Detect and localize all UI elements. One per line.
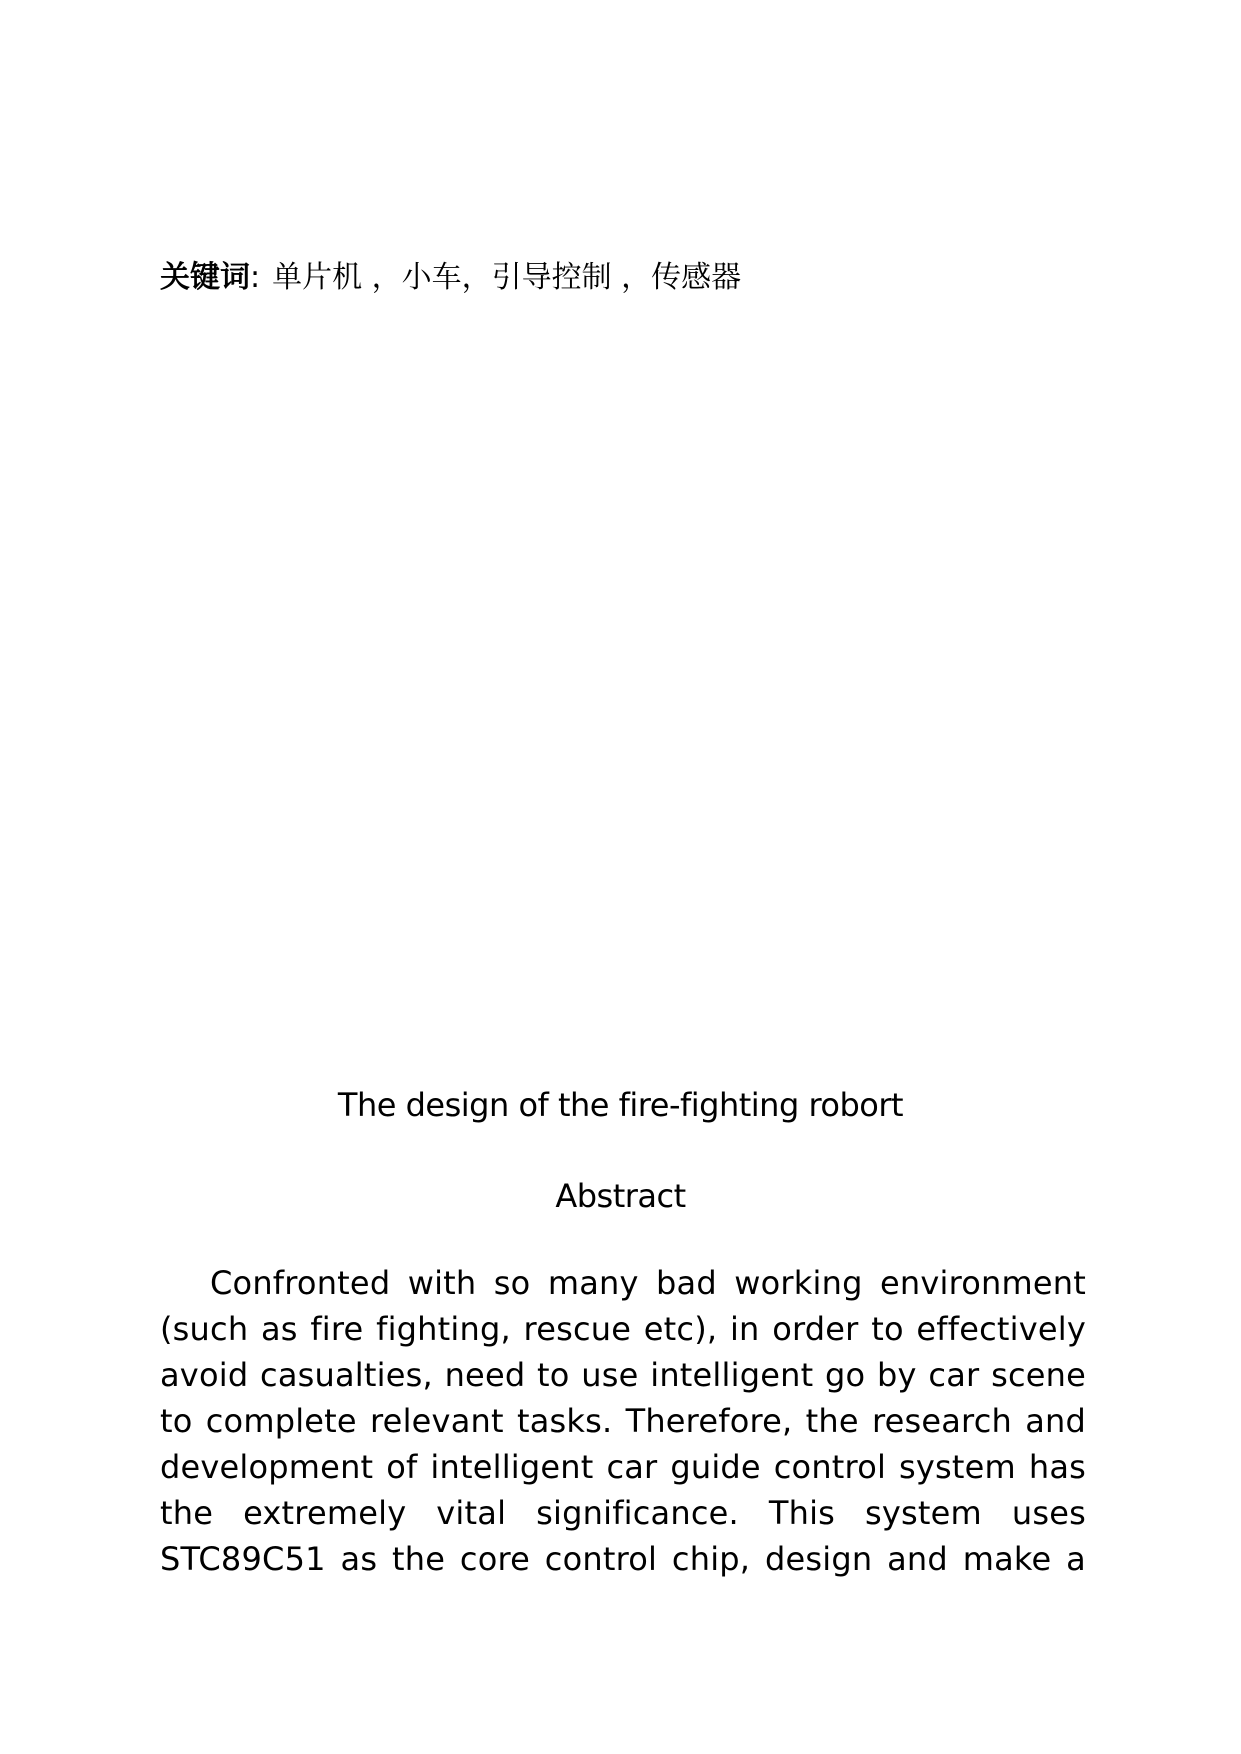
abstract-line: Confronted with so many bad working environment <box>210 1264 1086 1302</box>
abstract-line: the extremely vital significance. This system uses <box>160 1494 1086 1532</box>
abstract-line: development of intelligent car guide control system has <box>160 1448 1086 1486</box>
abstract-line: STC89C51 as the core control chip, design and make a <box>160 1540 1086 1578</box>
abstract-line: (such as fire fighting, rescue etc), in order to effectively <box>160 1310 1086 1348</box>
keywords-separator: : <box>250 260 261 295</box>
abstract-heading: Abstract <box>555 1177 686 1215</box>
keywords-text: 单片机 ，小车，引导控制 ，传感器 <box>272 260 742 295</box>
abstract-line: avoid casualties, need to use intelligent go by car scene <box>160 1356 1086 1394</box>
abstract-body <box>160 1260 1086 1582</box>
keywords-label: 关键词 <box>160 260 250 295</box>
abstract-line: to complete relevant tasks. Therefore, the research and <box>160 1402 1086 1440</box>
english-title: The design of the fire-fighting robort <box>337 1086 904 1124</box>
keywords-line <box>160 258 741 298</box>
